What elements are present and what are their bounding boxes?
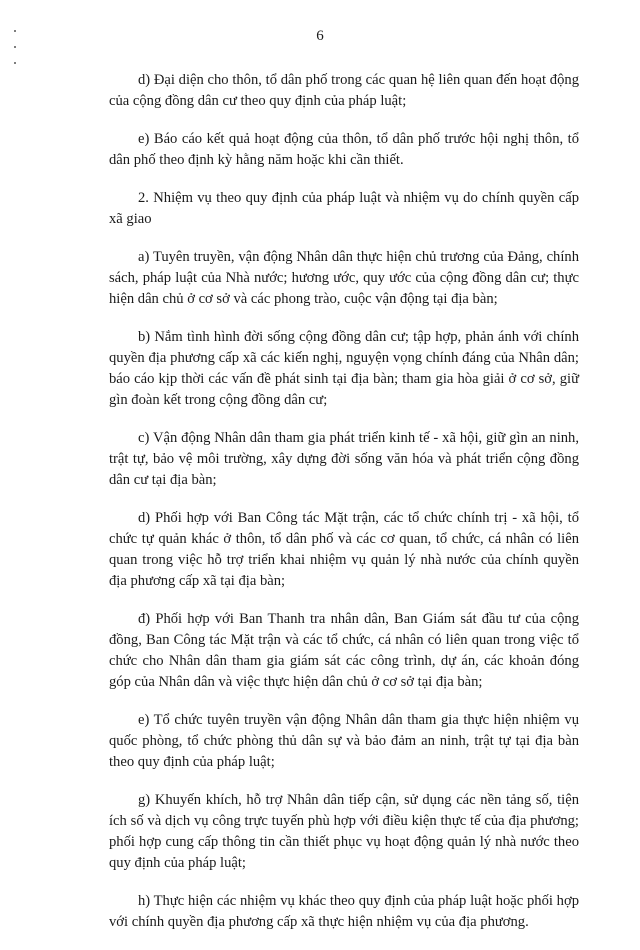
paragraph-a-propaganda: a) Tuyên truyền, vận động Nhân dân thực hiện chủ trương của Đảng, chính sách, pháp luật của Nhà nước; hương ước, quy ước của cộng đồng dân cư; thực hiện dân chủ ở cơ sở và các phong trào, cuộc vận động tại địa bàn;: [109, 249, 579, 307]
paragraph-c-mobilize: c) Vận động Nhân dân tham gia phát triển kinh tế - xã hội, giữ gìn an ninh, trật tự, bảo vệ môi trường, xây dựng đời sống văn hóa và phát triển cộng đồng dân cư tại địa bàn;: [109, 430, 579, 488]
section-heading-2: 2. Nhiệm vụ theo quy định của pháp luật và nhiệm vụ do chính quyền cấp xã giao: [109, 190, 579, 227]
paragraph-d-representation: d) Đại diện cho thôn, tổ dân phố trong các quan hệ liên quan đến hoạt động của cộng đồng dân cư theo quy định của pháp luật;: [109, 72, 579, 109]
paragraph-g-digital: g) Khuyến khích, hỗ trợ Nhân dân tiếp cận, sử dụng các nền tảng số, tiện ích số và dịch vụ công trực tuyến phù hợp với điều kiện thực tế của địa phương; phối hợp cung cấp thông tin cần thiết phục vụ hoạt động quản lý nhà nước theo quy định của pháp luật;: [109, 792, 579, 871]
paragraph-e-report: e) Báo cáo kết quả hoạt động của thôn, tổ dân phố trước hội nghị thôn, tổ dân phố theo định kỳ hằng năm hoặc khi cần thiết.: [109, 131, 579, 168]
paragraph-dd-supervision: đ) Phối hợp với Ban Thanh tra nhân dân, Ban Giám sát đầu tư của cộng đồng, Ban Công tác Mặt trận và các tổ chức, cá nhân có liên quan trong việc tổ chức cho Nhân dân tham gia giám sát các công trình, dự án, các khoản đóng góp của Nhân dân và việc thực hiện dân chủ ở cơ sở tại địa bàn;: [109, 611, 579, 690]
paragraph-b-situation: b) Nắm tình hình đời sống cộng đồng dân cư; tập hợp, phản ánh với chính quyền địa phương cấp xã các kiến nghị, nguyện vọng chính đáng của Nhân dân; báo cáo kịp thời các vấn đề phát sinh tại địa bàn; tham gia hòa giải ở cơ sở, giữ gìn đoàn kết trong cộng đồng dân cư;: [109, 329, 579, 408]
page-number: 6: [316, 28, 324, 44]
paragraph-e-defense: e) Tổ chức tuyên truyền vận động Nhân dân tham gia thực hiện nhiệm vụ quốc phòng, tổ chức phòng thủ dân sự và bảo đảm an ninh, trật tự tại địa bàn theo quy định của pháp luật;: [109, 712, 579, 770]
paragraph-d-coordinate: d) Phối hợp với Ban Công tác Mặt trận, các tổ chức chính trị - xã hội, tổ chức tự quản khác ở thôn, tổ dân phố và các cơ quan, tổ chức, cá nhân có liên quan trong việc hỗ trợ triển khai nhiệm vụ quản lý nhà nước của chính quyền địa phương cấp xã tại địa bàn;: [109, 510, 579, 589]
paragraph-h-other: h) Thực hiện các nhiệm vụ khác theo quy định của pháp luật hoặc phối hợp với chính quyền địa phương cấp xã thực hiện nhiệm vụ của địa phương.: [109, 893, 579, 930]
document-body: [109, 70, 579, 950]
margin-dot: [14, 46, 16, 48]
margin-dot: [14, 62, 16, 64]
